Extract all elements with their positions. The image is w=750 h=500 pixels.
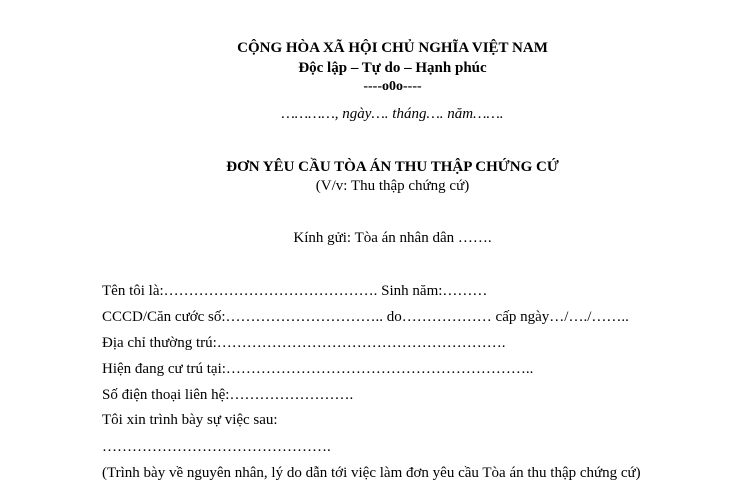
statement-hint: (Trình bày về nguyên nhân, lý do dẫn tới việc làm đơn yêu cầu Tòa án thu thập chứng cứ)	[102, 465, 641, 481]
document-subtitle: (V/v: Thu thập chứng cứ)	[315, 178, 470, 194]
date-line: …………, ngày…. tháng…. năm…….	[281, 106, 504, 122]
national-name-heading: CỘNG HÒA XÃ HỘI CHỦ NGHĨA VIỆT NAM	[237, 40, 548, 56]
current-residence-field: Hiện đang cư trú tại:……………………………………………………..	[102, 361, 534, 377]
id-card-field: CCCD/Căn cước số:………………………….. do……………… cấp ngày…/…./……..	[102, 309, 629, 325]
permanent-address-field: Địa chỉ thường trú:………………………………………………….	[102, 335, 506, 351]
phone-field: Số điện thoại liên hệ:…………………….	[102, 387, 354, 403]
national-motto: Độc lập – Tự do – Hạnh phúc	[298, 60, 487, 76]
heading-divider: ----o0o----	[363, 79, 422, 94]
name-birthyear-field: Tên tôi là:……………………………………. Sinh năm:………	[102, 283, 488, 299]
statement-blank: ……………………………………….	[102, 439, 331, 455]
addressee-line: Kính gửi: Tòa án nhân dân …….	[293, 230, 492, 246]
statement-intro: Tôi xin trình bày sự việc sau:	[102, 412, 278, 428]
document-title: ĐƠN YÊU CẦU TÒA ÁN THU THẬP CHỨNG CỨ	[226, 159, 559, 175]
